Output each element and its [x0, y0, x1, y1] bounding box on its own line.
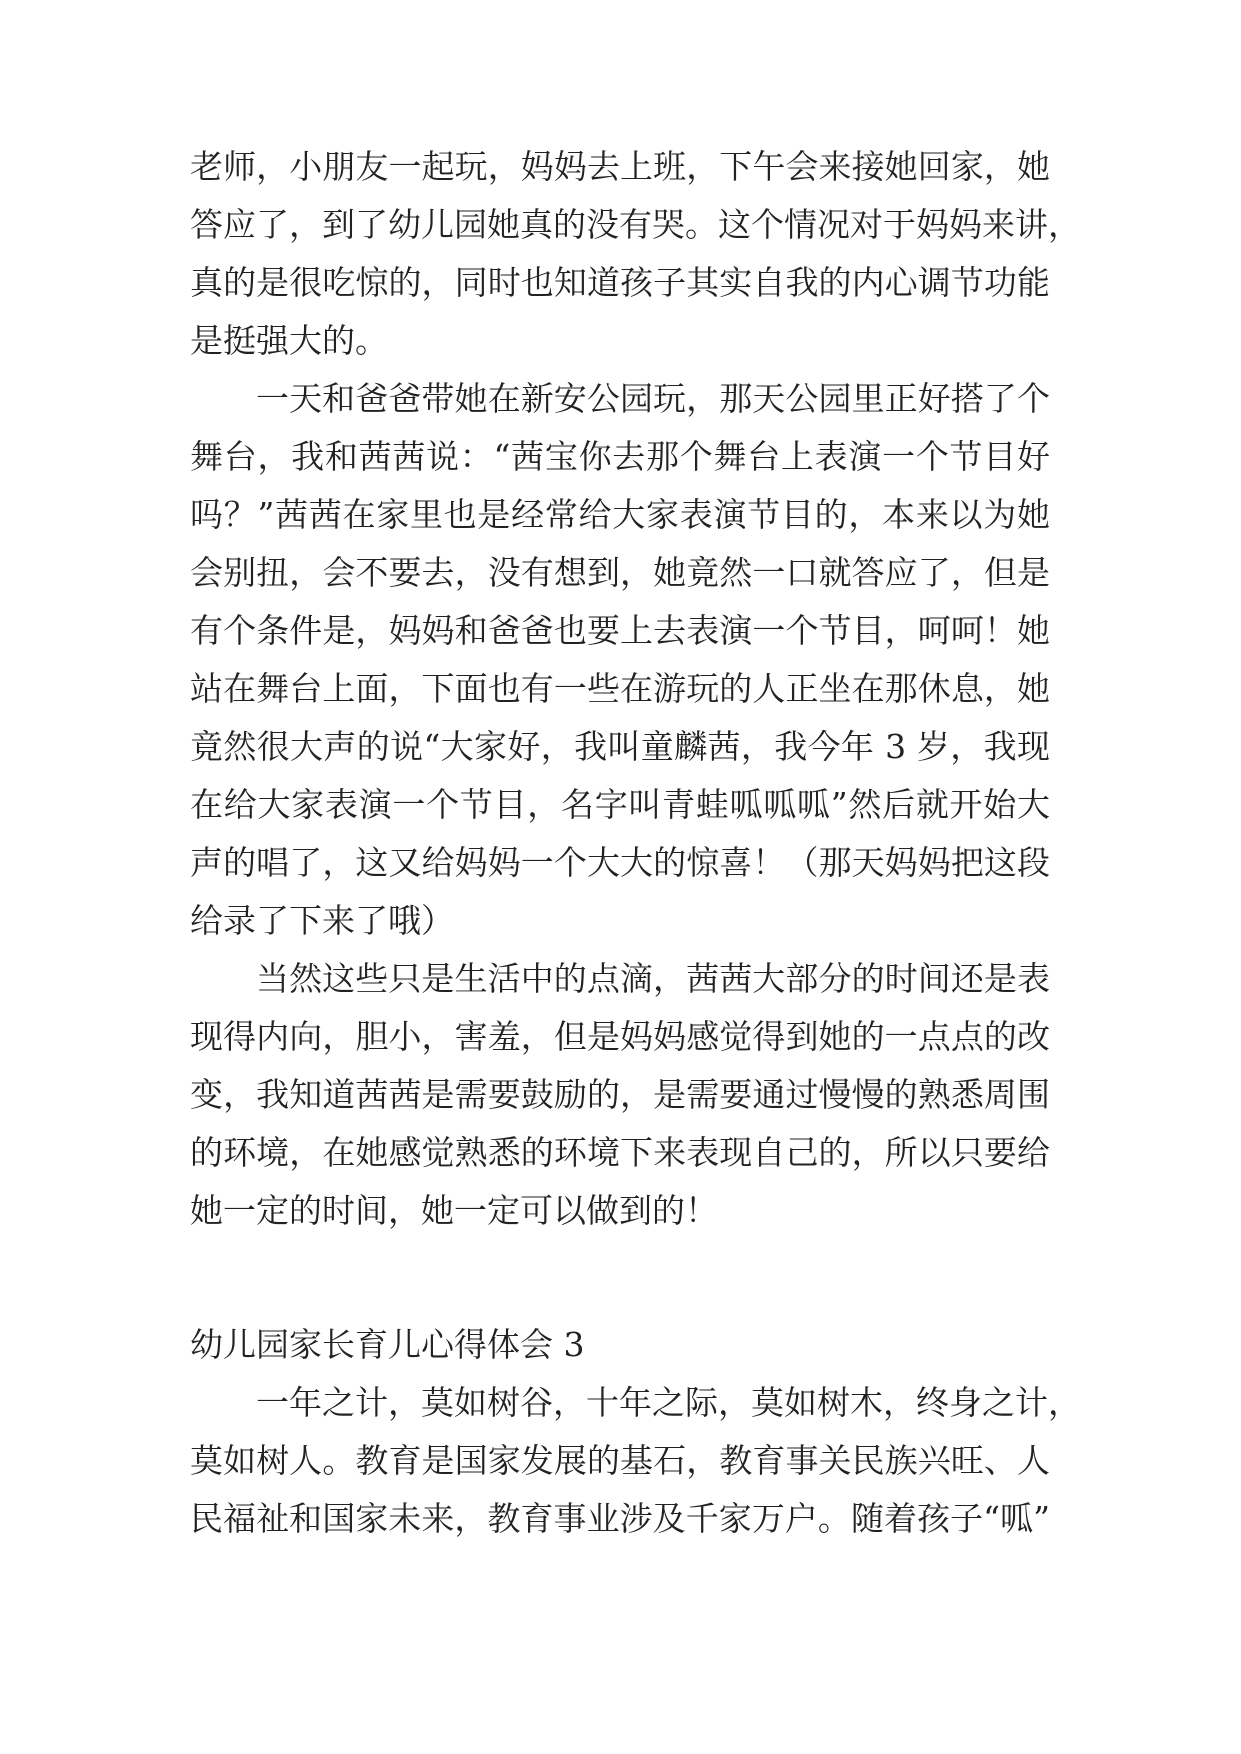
- paragraph-2-line-3: 吗？”茜茜在家里也是经常给大家表演节目的，本来以为她: [190, 495, 1050, 534]
- paragraph-3-line-1: 当然这些只是生活中的点滴，茜茜大部分的时间还是表: [256, 959, 1050, 998]
- paragraph-1-line-2: 答应了，到了幼儿园她真的没有哭。这个情况对于妈妈来讲，: [190, 205, 1081, 244]
- paragraph-2-line-2: 舞台，我和茜茜说：“茜宝你去那个舞台上表演一个节目好: [190, 437, 1050, 476]
- paragraph-1-line-4: 是挺强大的。: [190, 321, 388, 360]
- paragraph-1-line-1: 老师，小朋友一起玩，妈妈去上班，下午会来接她回家，她: [190, 147, 1050, 186]
- paragraph-1-line-3: 真的是很吃惊的，同时也知道孩子其实自我的内心调节功能: [190, 263, 1050, 302]
- paragraph-2-line-6: 站在舞台上面，下面也有一些在游玩的人正坐在那休息，她: [190, 669, 1050, 708]
- paragraph-2-line-9: 声的唱了，这又给妈妈一个大大的惊喜！（那天妈妈把这段: [190, 843, 1050, 882]
- section-paragraph-line-2: 莫如树人。教育是国家发展的基石，教育事关民族兴旺、人: [190, 1441, 1050, 1480]
- paragraph-2-line-4: 会别扭，会不要去，没有想到，她竟然一口就答应了，但是: [190, 553, 1050, 592]
- paragraph-2-line-8: 在给大家表演一个节目，名字叫青蛙呱呱呱”然后就开始大: [190, 785, 1050, 824]
- paragraph-2-line-7: 竟然很大声的说“大家好，我叫童麟茜，我今年 3 岁，我现: [190, 727, 1050, 766]
- paragraph-2-line-1: 一天和爸爸带她在新安公园玩，那天公园里正好搭了个: [256, 379, 1050, 418]
- paragraph-3-line-4: 的环境，在她感觉熟悉的环境下来表现自己的，所以只要给: [190, 1133, 1050, 1172]
- paragraph-2-line-5: 有个条件是，妈妈和爸爸也要上去表演一个节目，呵呵！她: [190, 611, 1050, 650]
- section-heading: 幼儿园家长育儿心得体会 3: [190, 1325, 585, 1364]
- paragraph-3-line-2: 现得内向，胆小，害羞，但是妈妈感觉得到她的一点点的改: [190, 1017, 1050, 1056]
- paragraph-2-line-10: 给录了下来了哦）: [190, 901, 454, 940]
- section-paragraph-line-1: 一年之计，莫如树谷，十年之际，莫如树木，终身之计，: [256, 1383, 1081, 1422]
- paragraph-3-line-5: 她一定的时间，她一定可以做到的！: [190, 1191, 718, 1230]
- section-paragraph-line-3: 民福祉和国家未来，教育事业涉及千家万户。随着孩子“呱”: [190, 1499, 1050, 1538]
- paragraph-3-line-3: 变，我知道茜茜是需要鼓励的，是需要通过慢慢的熟悉周围: [190, 1075, 1050, 1114]
